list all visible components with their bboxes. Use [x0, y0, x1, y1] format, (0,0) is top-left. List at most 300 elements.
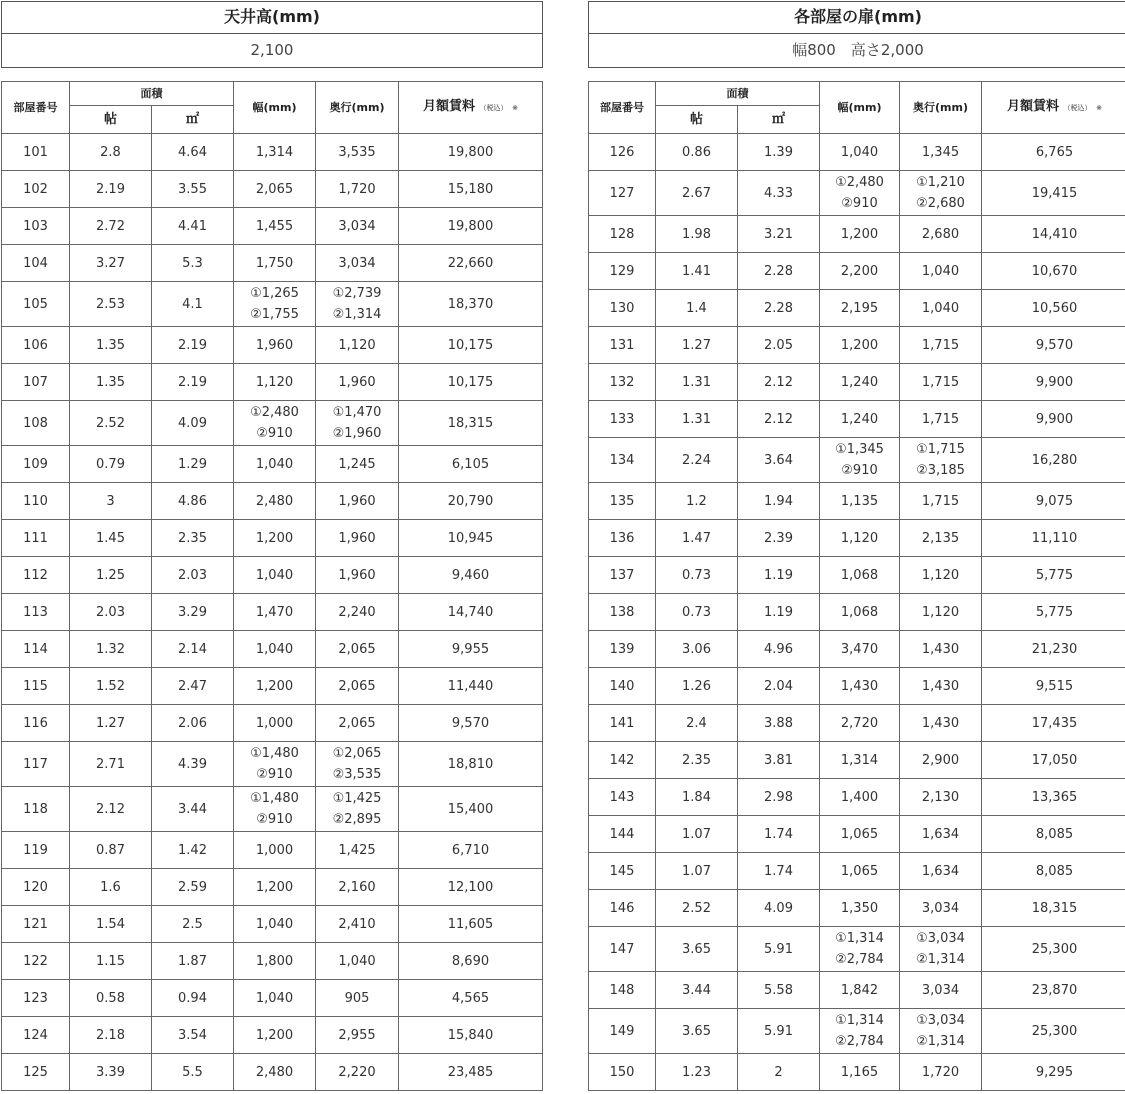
cell-area-jo: 3.65 — [656, 927, 738, 972]
cell-monthly-rent: 10,175 — [399, 364, 543, 401]
cell-monthly-rent: 19,800 — [399, 208, 543, 245]
cell-area-jo: 0.86 — [656, 134, 738, 171]
cell-depth: ①3,034 ②1,314 — [900, 1009, 982, 1054]
cell-depth: ①1,470 ②1,960 — [316, 401, 399, 446]
cell-width: 2,480 — [234, 1054, 316, 1091]
table-row — [2, 520, 543, 557]
cell-width: 1,200 — [234, 1017, 316, 1054]
cell-monthly-rent: 10,175 — [399, 327, 543, 364]
cell-depth: 3,034 — [316, 245, 399, 282]
cell-monthly-rent: 9,295 — [982, 1054, 1125, 1091]
cell-width: ①1,345 ②910 — [820, 438, 900, 483]
cell-area-jo: 2.35 — [656, 742, 738, 779]
cell-area-jo: 2.52 — [70, 401, 152, 446]
cell-area-sqm: 4.39 — [152, 742, 234, 787]
table-row — [2, 668, 543, 705]
cell-area-jo: 2.12 — [70, 787, 152, 832]
cell-room-number: 109 — [2, 446, 70, 483]
cell-depth: 1,960 — [316, 557, 399, 594]
cell-area-jo: 1.35 — [70, 364, 152, 401]
table-row — [589, 1009, 1125, 1054]
cell-monthly-rent: 14,410 — [982, 216, 1125, 253]
cell-monthly-rent: 9,075 — [982, 483, 1125, 520]
cell-monthly-rent: 12,100 — [399, 869, 543, 906]
cell-area-jo: 2.24 — [656, 438, 738, 483]
asterisk-note: ※ — [1096, 104, 1102, 112]
cell-room-number: 122 — [2, 943, 70, 980]
table-row — [589, 253, 1125, 290]
cell-depth: ①3,034 ②1,314 — [900, 927, 982, 972]
cell-depth: 3,034 — [900, 972, 982, 1009]
room-table-right — [588, 81, 1125, 1091]
cell-area-jo: 1.26 — [656, 668, 738, 705]
table-row — [2, 171, 543, 208]
cell-area-sqm: 3.54 — [152, 1017, 234, 1054]
cell-area-sqm: 4.96 — [738, 631, 820, 668]
cell-area-sqm: 3.29 — [152, 594, 234, 631]
cell-width: 1,800 — [234, 943, 316, 980]
cell-monthly-rent: 9,570 — [982, 327, 1125, 364]
cell-area-jo: 1.07 — [656, 816, 738, 853]
cell-area-jo: 1.27 — [656, 327, 738, 364]
door-size-title: 各部屋の扉(mm) — [589, 2, 1125, 34]
cell-area-jo: 2.4 — [656, 705, 738, 742]
table-row — [589, 972, 1125, 1009]
cell-monthly-rent: 11,440 — [399, 668, 543, 705]
cell-area-jo: 3.65 — [656, 1009, 738, 1054]
cell-depth: 2,130 — [900, 779, 982, 816]
cell-depth: 1,040 — [900, 290, 982, 327]
door-size-box — [588, 1, 1125, 68]
cell-area-sqm: 4.86 — [152, 483, 234, 520]
cell-room-number: 141 — [589, 705, 656, 742]
cell-depth: 905 — [316, 980, 399, 1017]
cell-depth: ①2,065 ②3,535 — [316, 742, 399, 787]
cell-room-number: 115 — [2, 668, 70, 705]
cell-width: ①2,480 ②910 — [820, 171, 900, 216]
cell-monthly-rent: 14,740 — [399, 594, 543, 631]
cell-room-number: 125 — [2, 1054, 70, 1091]
cell-depth: 2,680 — [900, 216, 982, 253]
table-row — [589, 927, 1125, 972]
cell-area-sqm: 2.28 — [738, 253, 820, 290]
cell-monthly-rent: 21,230 — [982, 631, 1125, 668]
cell-depth: 1,040 — [900, 253, 982, 290]
cell-area-jo: 1.27 — [70, 705, 152, 742]
table-row — [2, 705, 543, 742]
cell-area-jo: 1.54 — [70, 906, 152, 943]
header-depth: 奥行(mm) — [316, 82, 399, 134]
table-row — [589, 401, 1125, 438]
table-row — [2, 557, 543, 594]
cell-monthly-rent: 17,435 — [982, 705, 1125, 742]
cell-width: 1,040 — [234, 557, 316, 594]
cell-area-jo: 2.18 — [70, 1017, 152, 1054]
cell-width: 1,040 — [234, 906, 316, 943]
table-row — [2, 906, 543, 943]
header-sqm: ㎡ — [738, 106, 820, 134]
cell-area-jo: 1.31 — [656, 364, 738, 401]
cell-room-number: 132 — [589, 364, 656, 401]
cell-depth: 1,720 — [316, 171, 399, 208]
table-row — [2, 327, 543, 364]
cell-area-jo: 1.98 — [656, 216, 738, 253]
cell-monthly-rent: 15,840 — [399, 1017, 543, 1054]
cell-area-jo: 1.47 — [656, 520, 738, 557]
ceiling-height-value: 2,100 — [250, 41, 294, 59]
cell-area-sqm: 0.94 — [152, 980, 234, 1017]
cell-monthly-rent: 25,300 — [982, 1009, 1125, 1054]
cell-area-jo: 1.35 — [70, 327, 152, 364]
cell-area-sqm: 2.03 — [152, 557, 234, 594]
cell-area-jo: 2.67 — [656, 171, 738, 216]
cell-monthly-rent: 5,775 — [982, 594, 1125, 631]
table-row — [2, 943, 543, 980]
cell-room-number: 112 — [2, 557, 70, 594]
cell-monthly-rent: 9,955 — [399, 631, 543, 668]
cell-depth: 1,634 — [900, 816, 982, 853]
cell-room-number: 118 — [2, 787, 70, 832]
cell-room-number: 144 — [589, 816, 656, 853]
cell-area-sqm: 3.44 — [152, 787, 234, 832]
cell-area-sqm: 2.28 — [738, 290, 820, 327]
door-size-value: 幅800 高さ2,000 — [792, 41, 924, 59]
cell-monthly-rent: 23,870 — [982, 972, 1125, 1009]
cell-depth: 1,040 — [316, 943, 399, 980]
cell-area-jo: 1.15 — [70, 943, 152, 980]
cell-room-number: 142 — [589, 742, 656, 779]
cell-area-sqm: 2.04 — [738, 668, 820, 705]
cell-monthly-rent: 6,710 — [399, 832, 543, 869]
cell-area-jo: 3.44 — [656, 972, 738, 1009]
cell-room-number: 114 — [2, 631, 70, 668]
header-jo: 帖 — [70, 106, 152, 134]
cell-monthly-rent: 10,945 — [399, 520, 543, 557]
cell-depth: 2,065 — [316, 668, 399, 705]
cell-area-jo: 2.71 — [70, 742, 152, 787]
cell-width: 1,200 — [234, 869, 316, 906]
cell-room-number: 117 — [2, 742, 70, 787]
cell-area-jo: 3.06 — [656, 631, 738, 668]
cell-depth: 1,120 — [316, 327, 399, 364]
cell-room-number: 130 — [589, 290, 656, 327]
cell-area-jo: 3.39 — [70, 1054, 152, 1091]
cell-room-number: 102 — [2, 171, 70, 208]
cell-depth: 1,960 — [316, 483, 399, 520]
cell-area-sqm: 3.64 — [738, 438, 820, 483]
table-row — [2, 134, 543, 171]
cell-depth: 1,960 — [316, 520, 399, 557]
cell-width: 1,065 — [820, 853, 900, 890]
header-room-number: 部屋番号 — [589, 82, 656, 134]
cell-area-jo: 0.79 — [70, 446, 152, 483]
cell-width: 1,350 — [820, 890, 900, 927]
table-row — [2, 208, 543, 245]
cell-room-number: 131 — [589, 327, 656, 364]
cell-width: 1,000 — [234, 832, 316, 869]
cell-monthly-rent: 11,605 — [399, 906, 543, 943]
cell-width: ①1,314 ②2,784 — [820, 1009, 900, 1054]
header-jo: 帖 — [656, 106, 738, 134]
cell-depth: 2,135 — [900, 520, 982, 557]
table-row — [589, 742, 1125, 779]
cell-room-number: 133 — [589, 401, 656, 438]
table-row — [2, 869, 543, 906]
cell-depth: 1,720 — [900, 1054, 982, 1091]
cell-area-sqm: 1.29 — [152, 446, 234, 483]
cell-room-number: 116 — [2, 705, 70, 742]
cell-depth: 1,430 — [900, 631, 982, 668]
cell-area-sqm: 1.39 — [738, 134, 820, 171]
cell-area-sqm: 1.19 — [738, 557, 820, 594]
cell-area-sqm: 2.98 — [738, 779, 820, 816]
cell-area-sqm: 4.09 — [152, 401, 234, 446]
cell-room-number: 128 — [589, 216, 656, 253]
cell-area-sqm: 1.87 — [152, 943, 234, 980]
cell-depth: 1,715 — [900, 327, 982, 364]
cell-depth: 3,034 — [900, 890, 982, 927]
cell-area-sqm: 4.64 — [152, 134, 234, 171]
cell-width: 2,720 — [820, 705, 900, 742]
cell-monthly-rent: 9,900 — [982, 364, 1125, 401]
cell-width: 1,750 — [234, 245, 316, 282]
table-row — [2, 483, 543, 520]
cell-width: 1,470 — [234, 594, 316, 631]
cell-area-jo: 1.84 — [656, 779, 738, 816]
cell-area-jo: 1.52 — [70, 668, 152, 705]
cell-depth: 3,535 — [316, 134, 399, 171]
table-row — [2, 401, 543, 446]
cell-area-sqm: 1.42 — [152, 832, 234, 869]
cell-room-number: 135 — [589, 483, 656, 520]
cell-width: 1,200 — [234, 520, 316, 557]
cell-area-jo: 2.03 — [70, 594, 152, 631]
table-row — [589, 438, 1125, 483]
cell-area-jo: 2.52 — [656, 890, 738, 927]
cell-room-number: 121 — [2, 906, 70, 943]
cell-depth: 1,345 — [900, 134, 982, 171]
cell-area-jo: 0.87 — [70, 832, 152, 869]
cell-width: 1,314 — [234, 134, 316, 171]
cell-depth: 1,120 — [900, 557, 982, 594]
cell-room-number: 150 — [589, 1054, 656, 1091]
cell-depth: 2,240 — [316, 594, 399, 631]
table-row — [2, 1017, 543, 1054]
cell-area-sqm: 4.09 — [738, 890, 820, 927]
cell-room-number: 149 — [589, 1009, 656, 1054]
cell-room-number: 138 — [589, 594, 656, 631]
table-row — [2, 832, 543, 869]
header-width: 幅(mm) — [234, 82, 316, 134]
cell-depth: ①2,739 ②1,314 — [316, 282, 399, 327]
cell-area-sqm: 2.12 — [738, 401, 820, 438]
cell-width: 1,120 — [234, 364, 316, 401]
cell-room-number: 103 — [2, 208, 70, 245]
cell-width: 1,455 — [234, 208, 316, 245]
table-row — [589, 890, 1125, 927]
cell-monthly-rent: 15,180 — [399, 171, 543, 208]
table-row — [2, 787, 543, 832]
asterisk-note: ※ — [512, 104, 518, 112]
table-row — [589, 171, 1125, 216]
header-room-number: 部屋番号 — [2, 82, 70, 134]
cell-area-jo: 1.4 — [656, 290, 738, 327]
cell-monthly-rent: 8,085 — [982, 816, 1125, 853]
cell-area-sqm: 2.12 — [738, 364, 820, 401]
table-row — [2, 245, 543, 282]
cell-width: 1,068 — [820, 594, 900, 631]
cell-monthly-rent: 4,565 — [399, 980, 543, 1017]
table-row — [2, 631, 543, 668]
cell-monthly-rent: 19,415 — [982, 171, 1125, 216]
cell-width: 1,240 — [820, 364, 900, 401]
table-row — [2, 742, 543, 787]
cell-room-number: 129 — [589, 253, 656, 290]
cell-area-sqm: 2.05 — [738, 327, 820, 364]
cell-monthly-rent: 6,765 — [982, 134, 1125, 171]
cell-room-number: 126 — [589, 134, 656, 171]
cell-area-sqm: 5.91 — [738, 927, 820, 972]
header-monthly-rent — [399, 82, 543, 134]
cell-monthly-rent: 25,300 — [982, 927, 1125, 972]
cell-area-sqm: 5.91 — [738, 1009, 820, 1054]
cell-monthly-rent: 8,085 — [982, 853, 1125, 890]
cell-area-jo: 1.41 — [656, 253, 738, 290]
cell-monthly-rent: 13,365 — [982, 779, 1125, 816]
header-monthly-rent — [982, 82, 1125, 134]
table-row — [2, 446, 543, 483]
table-row — [589, 134, 1125, 171]
cell-area-sqm: 2.14 — [152, 631, 234, 668]
cell-area-jo: 0.58 — [70, 980, 152, 1017]
cell-width: 1,065 — [820, 816, 900, 853]
cell-monthly-rent: 16,280 — [982, 438, 1125, 483]
cell-area-jo: 1.07 — [656, 853, 738, 890]
cell-monthly-rent: 17,050 — [982, 742, 1125, 779]
cell-room-number: 140 — [589, 668, 656, 705]
cell-room-number: 123 — [2, 980, 70, 1017]
cell-area-jo: 2.72 — [70, 208, 152, 245]
table-row — [589, 668, 1125, 705]
cell-room-number: 105 — [2, 282, 70, 327]
cell-area-jo: 1.31 — [656, 401, 738, 438]
cell-room-number: 146 — [589, 890, 656, 927]
cell-monthly-rent: 9,570 — [399, 705, 543, 742]
header-area: 面積 — [70, 82, 234, 106]
table-row — [589, 216, 1125, 253]
cell-width: 1,040 — [820, 134, 900, 171]
table-row — [589, 816, 1125, 853]
cell-area-sqm: 2.35 — [152, 520, 234, 557]
cell-width: 1,000 — [234, 705, 316, 742]
cell-area-sqm: 2.06 — [152, 705, 234, 742]
cell-room-number: 111 — [2, 520, 70, 557]
cell-area-sqm: 4.1 — [152, 282, 234, 327]
cell-area-jo: 2.19 — [70, 171, 152, 208]
cell-room-number: 101 — [2, 134, 70, 171]
cell-width: 2,480 — [234, 483, 316, 520]
cell-width: 1,040 — [234, 446, 316, 483]
cell-area-sqm: 2.19 — [152, 364, 234, 401]
cell-area-jo: 3 — [70, 483, 152, 520]
cell-depth: 1,634 — [900, 853, 982, 890]
cell-width: 1,314 — [820, 742, 900, 779]
cell-width: 3,470 — [820, 631, 900, 668]
cell-area-sqm: 3.88 — [738, 705, 820, 742]
table-row — [2, 980, 543, 1017]
table-row — [589, 327, 1125, 364]
cell-width: 1,040 — [234, 631, 316, 668]
cell-area-jo: 1.2 — [656, 483, 738, 520]
cell-monthly-rent: 18,315 — [399, 401, 543, 446]
cell-area-sqm: 2.19 — [152, 327, 234, 364]
cell-monthly-rent: 6,105 — [399, 446, 543, 483]
table-row — [2, 1054, 543, 1091]
cell-area-sqm: 2 — [738, 1054, 820, 1091]
cell-monthly-rent: 9,900 — [982, 401, 1125, 438]
cell-depth: 2,900 — [900, 742, 982, 779]
cell-room-number: 104 — [2, 245, 70, 282]
table-row — [589, 853, 1125, 890]
cell-room-number: 139 — [589, 631, 656, 668]
cell-room-number: 147 — [589, 927, 656, 972]
cell-width: 1,960 — [234, 327, 316, 364]
cell-depth: 1,245 — [316, 446, 399, 483]
table-row — [589, 594, 1125, 631]
cell-room-number: 137 — [589, 557, 656, 594]
cell-monthly-rent: 8,690 — [399, 943, 543, 980]
cell-monthly-rent: 20,790 — [399, 483, 543, 520]
cell-depth: 1,120 — [900, 594, 982, 631]
cell-width: 1,200 — [234, 668, 316, 705]
cell-room-number: 107 — [2, 364, 70, 401]
cell-room-number: 145 — [589, 853, 656, 890]
cell-area-sqm: 1.94 — [738, 483, 820, 520]
cell-monthly-rent: 18,315 — [982, 890, 1125, 927]
header-depth: 奥行(mm) — [900, 82, 982, 134]
cell-area-sqm: 4.33 — [738, 171, 820, 216]
cell-area-jo: 2.53 — [70, 282, 152, 327]
cell-width: 1,200 — [820, 216, 900, 253]
cell-depth: 2,065 — [316, 705, 399, 742]
cell-room-number: 120 — [2, 869, 70, 906]
cell-area-sqm: 5.5 — [152, 1054, 234, 1091]
cell-room-number: 136 — [589, 520, 656, 557]
table-row — [2, 364, 543, 401]
ceiling-height-box — [1, 1, 543, 68]
cell-width: 1,842 — [820, 972, 900, 1009]
cell-area-sqm: 4.41 — [152, 208, 234, 245]
table-row — [589, 705, 1125, 742]
cell-depth: 1,715 — [900, 483, 982, 520]
header-width: 幅(mm) — [820, 82, 900, 134]
cell-area-jo: 0.73 — [656, 557, 738, 594]
cell-depth: 1,430 — [900, 705, 982, 742]
table-row — [589, 779, 1125, 816]
cell-width: 1,200 — [820, 327, 900, 364]
cell-width: 2,200 — [820, 253, 900, 290]
cell-area-sqm: 2.59 — [152, 869, 234, 906]
cell-depth: ①1,210 ②2,680 — [900, 171, 982, 216]
cell-monthly-rent: 10,560 — [982, 290, 1125, 327]
cell-width: 1,040 — [234, 980, 316, 1017]
cell-depth: ①1,425 ②2,895 — [316, 787, 399, 832]
table-row — [2, 594, 543, 631]
cell-width: 1,135 — [820, 483, 900, 520]
cell-area-jo: 1.6 — [70, 869, 152, 906]
cell-depth: 2,220 — [316, 1054, 399, 1091]
table-row — [589, 631, 1125, 668]
